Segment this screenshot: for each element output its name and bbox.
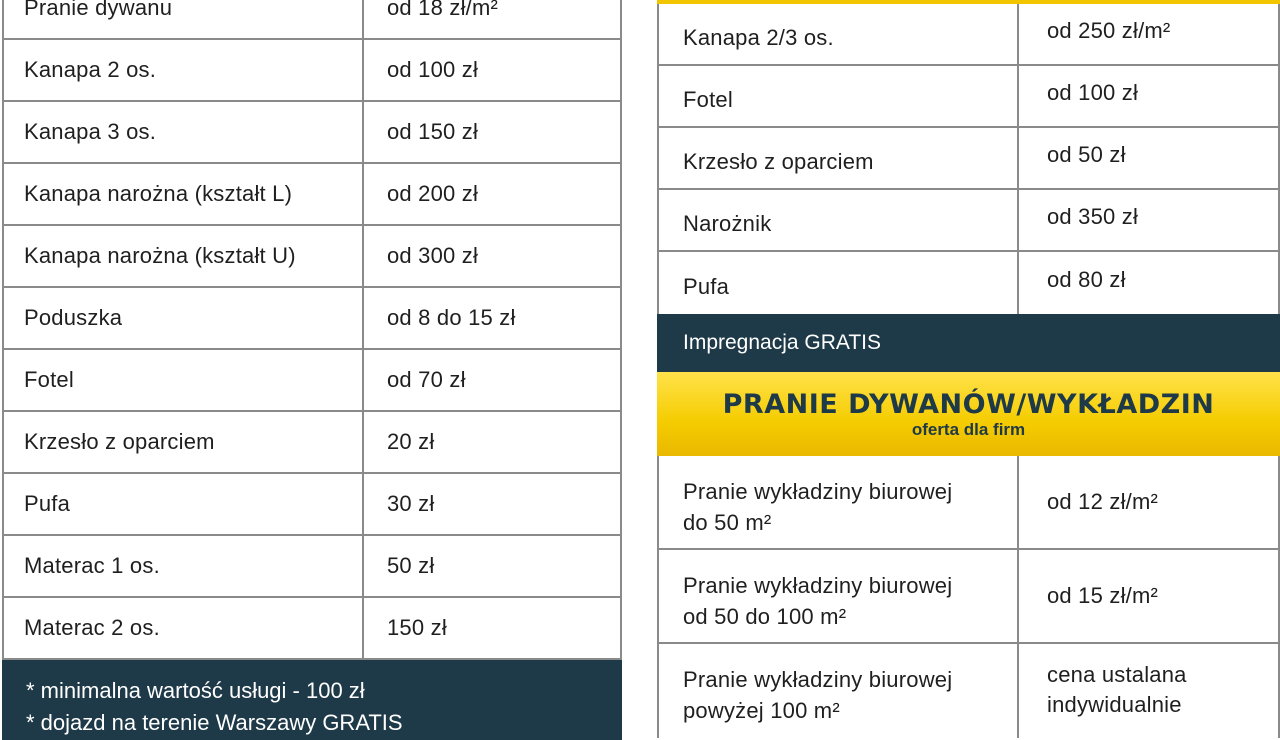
service-name-line2: od 50 do 100 m² [683, 604, 847, 629]
table-row [657, 456, 1280, 550]
service-name [659, 456, 1019, 548]
service-name [659, 550, 1019, 642]
service-price: od 18 zł/m² [387, 0, 499, 20]
table-row [657, 550, 1280, 644]
service-price: od 12 zł/m² [1047, 489, 1159, 514]
office-offer-banner [657, 372, 1280, 456]
service-name-line1: Pranie wykładziny biurowej [683, 573, 953, 598]
service-name: Pufa [659, 252, 1019, 314]
service-price: od 250 zł/m² [1047, 18, 1171, 43]
impregnation-bar: Impregnacja GRATIS [657, 314, 1280, 372]
table-row [2, 226, 622, 288]
service-price: od 80 zł [1047, 267, 1126, 292]
table-row [657, 252, 1280, 314]
service-price: 50 zł [387, 553, 435, 578]
table-row [2, 598, 622, 660]
table-row [657, 4, 1280, 66]
table-row [657, 644, 1280, 738]
table-row [2, 40, 622, 102]
note-minimum-value: * minimalna wartość usługi - 100 zł [26, 678, 365, 703]
table-row [2, 0, 622, 40]
service-price: od 200 zł [387, 181, 479, 206]
service-name: Poduszka [4, 288, 364, 348]
service-name-line1: Pranie wykładziny biurowej [683, 479, 953, 504]
service-name: Kanapa 3 os. [4, 102, 364, 162]
service-price: 150 zł [387, 615, 447, 640]
notes-bar [2, 660, 622, 740]
service-name-line1: Pranie wykładziny biurowej [683, 667, 953, 692]
service-price-line2: indywidualnie [1047, 692, 1182, 717]
service-price: od 15 zł/m² [1047, 583, 1159, 608]
service-name: Materac 2 os. [4, 598, 364, 658]
service-price: od 50 zł [1047, 142, 1126, 167]
table-row [657, 190, 1280, 252]
service-price-line1: cena ustalana [1047, 662, 1187, 687]
table-row [657, 128, 1280, 190]
service-name: Pranie dywanu [4, 0, 364, 38]
right-price-table [657, 0, 1280, 738]
service-name: Kanapa narożna (kształt U) [4, 226, 364, 286]
table-row [2, 288, 622, 350]
table-row [657, 66, 1280, 128]
service-price: 30 zł [387, 491, 435, 516]
service-price [1019, 644, 1278, 738]
service-price: od 150 zł [387, 119, 479, 144]
service-price: od 100 zł [387, 57, 479, 82]
service-price: od 100 zł [1047, 80, 1139, 105]
banner-title: PRANIE DYWANÓW/WYKŁADZIN [722, 389, 1215, 420]
note-free-delivery: * dojazd na terenie Warszawy GRATIS [26, 710, 403, 735]
service-name: Kanapa 2/3 os. [659, 4, 1019, 64]
service-price: 20 zł [387, 429, 435, 454]
service-name: Kanapa 2 os. [4, 40, 364, 100]
table-row [2, 474, 622, 536]
service-name-line2: powyżej 100 m² [683, 698, 840, 723]
service-name: Fotel [4, 350, 364, 410]
service-name: Pufa [4, 474, 364, 534]
banner-subtitle: oferta dla firm [911, 420, 1026, 439]
table-row [2, 164, 622, 226]
service-price: od 350 zł [1047, 204, 1139, 229]
service-price: od 8 do 15 zł [387, 305, 516, 330]
left-price-table [2, 0, 622, 660]
table-row [2, 536, 622, 598]
service-name: Narożnik [659, 190, 1019, 250]
service-name [659, 644, 1019, 738]
table-row [2, 412, 622, 474]
service-name: Krzesło z oparciem [659, 128, 1019, 188]
service-name: Materac 1 os. [4, 536, 364, 596]
service-name: Fotel [659, 66, 1019, 126]
service-name: Kanapa narożna (kształt L) [4, 164, 364, 224]
service-name-line2: do 50 m² [683, 510, 772, 535]
service-name: Krzesło z oparciem [4, 412, 364, 472]
table-row [2, 350, 622, 412]
table-row [2, 102, 622, 164]
service-price: od 70 zł [387, 367, 466, 392]
service-price: od 300 zł [387, 243, 479, 268]
